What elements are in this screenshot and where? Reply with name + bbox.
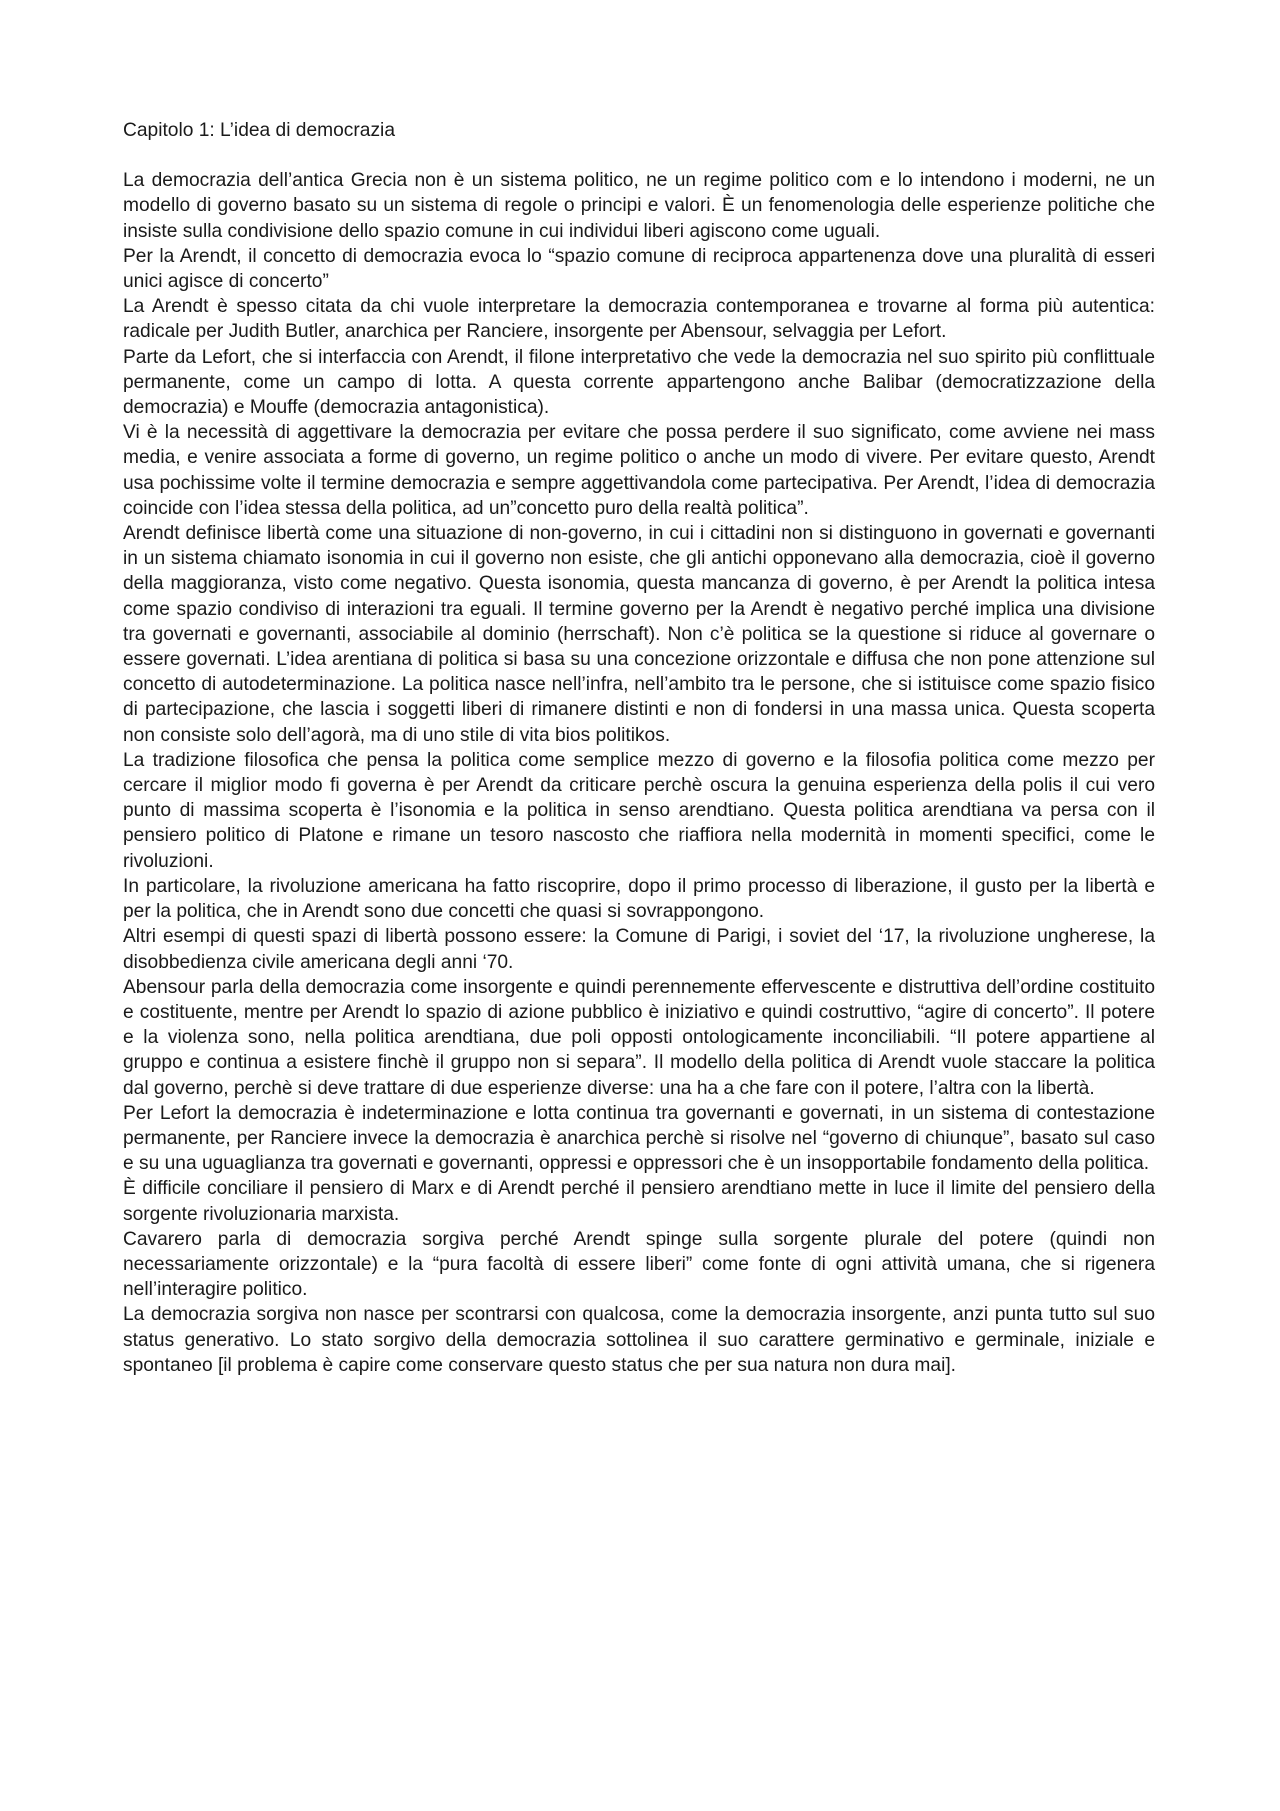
paragraph-arendt-concept: Per la Arendt, il concetto di democrazia evoca lo “spazio comune di reciproca appartenenza dove una pluralità di esseri unici agisce di concerto” xyxy=(123,245,1155,293)
paragraph-lefort-ranciere: Per Lefort la democrazia è indeterminazione e lotta continua tra governanti e governati, in un sistema di contestazione permanente, per Ranciere invece la democrazia è anarchica perchè si risolve nel “governo di chiunque”, basato sul caso e su una uguaglianza tra governati e governanti, oppressi e oppressori che è un insopportabile fondamento della politica. xyxy=(123,1102,1155,1175)
paragraph-aggettivare: Vi è la necessità di aggettivare la democrazia per evitare che possa perdere il suo significato, come avviene nei mass media, e venire associata a forme di governo, un regime politico o anche un modo di vivere. Per evitare questo, Arendt usa pochissime volte il termine democrazia e sempre aggettivandola come partecipativa. Per Arendt, l’idea di democrazia coincide con l’idea stessa della politica, ad un”concetto puro della realtà politica”. xyxy=(123,422,1155,519)
document-page xyxy=(123,118,1155,1378)
paragraph-rivoluzione-americana: In particolare, la rivoluzione americana ha fatto riscoprire, dopo il primo processo di liberazione, il gusto per la libertà e per la politica, che in Arendt sono due concetti che quasi si sovrappongono. xyxy=(123,875,1155,923)
paragraph-lefort: Parte da Lefort, che si interfaccia con Arendt, il filone interpretativo che vede la democrazia nel suo spirito più conflittuale permanente, come un campo di lotta. A questa corrente appartengono anche Balibar (democratizzazione della democrazia) e Mouffe (democrazia antagonistica). xyxy=(123,346,1155,419)
chapter-title: Capitolo 1: L’idea di democrazia xyxy=(123,120,395,141)
paragraph-marx-arendt: È difficile conciliare il pensiero di Marx e di Arendt perché il pensiero arendtiano mette in luce il limite del pensiero della sorgente rivoluzionaria marxista. xyxy=(123,1178,1155,1225)
paragraph-cavarero: Cavarero parla di democrazia sorgiva perché Arendt spinge sulla sorgente plurale del potere (quindi non necessariamente orizzontale) e la “pura facoltà di essere liberi” come fonte di ogni attività umana, che si rigenera nell’interagire politico. xyxy=(123,1228,1155,1301)
paragraph-abensour: Abensour parla della democrazia come insorgente e quindi perennemente effervescente e distruttiva dell’ordine costituito e costituente, mentre per Arendt lo spazio di azione pubblico è iniziativo e quindi costruttivo, “agire di concerto”. Il potere e la violenza sono, nella politica arendtiana, due poli opposti ontologicamente inconciliabili. “Il potere appartiene al gruppo e continua a esistere finchè il gruppo non si separa”. Il modello della politica di Arendt vuole staccare la politica dal governo, perchè si deve trattare di due esperienze diverse: una ha a che fare con il potere, l’altra con la libertà. xyxy=(123,976,1155,1099)
paragraph-spazi-liberta: Altri esempi di questi spazi di libertà possono essere: la Comune di Parigi, i soviet del ‘17, la rivoluzione ungherese, la disobbedienza civile americana degli anni ‘70. xyxy=(123,926,1155,973)
paragraph-liberta-isonomia: Arendt definisce libertà come una situazione di non-governo, in cui i cittadini non si distinguono in governati e governanti in un sistema chiamato isonomia in cui il governo non esiste, che gli antichi opponevano alla democrazia, cioè il governo della maggioranza, visto come negativo. Questa isonomia, questa mancanza di governo, è per Arendt la politica intesa come spazio condiviso di interazioni tra eguali. Il termine governo per la Arendt è negativo perché implica una divisione tra governati e governanti, associabile al dominio (herrschaft). Non c’è politica se la questione si riduce al governare o essere governati. L’idea arentiana di politica si basa su una concezione orizzontale e diffusa che non pone attenzione sul concetto di autodeterminazione. La politica nasce nell’infra, nell’ambito tra le persone, che si istituisce come spazio fisico di partecipazione, che lascia i soggetti liberi di rimanere distinti e non di fondersi in una massa unica. Questa scoperta non consiste solo dell’agorà, ma di uno stile di vita bios politikos. xyxy=(123,523,1155,746)
paragraph-ancient-greece: La democrazia dell’antica Grecia non è un sistema politico, ne un regime politico com e lo intendono i moderni, ne un modello di governo basato su un sistema di regole o principi e valori. È un fenomenologia delle esperienze politiche che insiste sulla condivisione dello spazio comune in cui individui liberi agiscono come uguali. xyxy=(123,170,1155,242)
paragraph-democrazia-sorgiva: La democrazia sorgiva non nasce per scontrarsi con qualcosa, come la democrazia insorgente, anzi punta tutto sul suo status generativo. Lo stato sorgivo della democrazia sottolinea il suo carattere germinativo e germinale, iniziale e spontaneo [il problema è capire come conservare questo status che per sua natura non dura mai]. xyxy=(123,1304,1155,1376)
paragraph-tradizione-filosofica: La tradizione filosofica che pensa la politica come semplice mezzo di governo e la filosofia politica come mezzo per cercare il miglior modo fi governa è per Arendt da criticare perchè oscura la genuina esperienza della polis il cui vero punto di massima scoperta è l’isonomia e la politica in senso arendtiano. Questa politica arendtiana va persa con il pensiero politico di Platone e rimane un tesoro nascosto che riaffiora nella modernità in momenti specifici, come le rivoluzioni. xyxy=(123,749,1155,872)
paragraph-arendt-cited: La Arendt è spesso citata da chi vuole interpretare la democrazia contemporanea e trovarne al forma più autentica: radicale per Judith Butler, anarchica per Ranciere, insorgente per Abensour, selvaggia per Lefort. xyxy=(123,296,1155,343)
